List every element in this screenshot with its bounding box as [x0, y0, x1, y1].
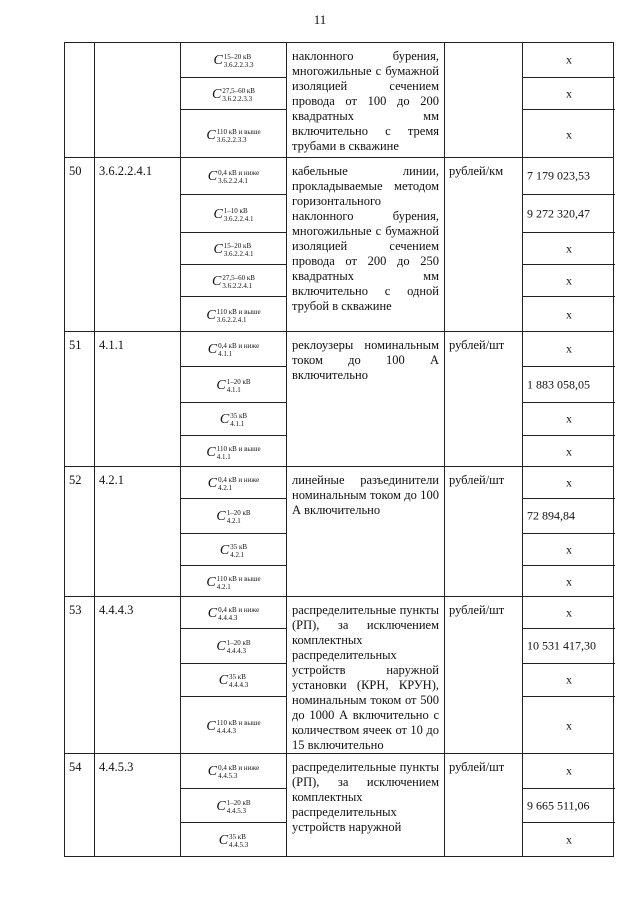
- voltage-superscript: 15–20 кВ: [223, 241, 252, 250]
- voltage-symbol: [181, 762, 286, 780]
- code-subscript: 3.6.2.2.4.1: [223, 214, 254, 223]
- cost-symbol: [206, 719, 260, 735]
- code-subscript: 3.6.2.2.4.1: [222, 281, 253, 290]
- symbol-letter: C: [213, 53, 223, 68]
- voltage-superscript: 0,4 кВ и ниже: [218, 605, 260, 614]
- code-subscript: 4.4.5.3: [226, 806, 246, 815]
- voltage-symbol-cell: [181, 194, 286, 232]
- table-row-group: [64, 158, 614, 332]
- symbol-indices: [217, 308, 261, 324]
- cost-symbol: [208, 764, 260, 780]
- page-number: 11: [313, 12, 327, 27]
- value-cell: [523, 296, 615, 332]
- symbol-letter: C: [216, 798, 226, 814]
- symbol-indices: [218, 764, 259, 780]
- description-cell: [287, 754, 445, 856]
- voltage-superscript: 110 кВ и выше: [216, 718, 261, 727]
- code-subscript: 4.2.1: [230, 550, 245, 559]
- symbol-indices: [227, 639, 251, 655]
- voltage-superscript: 35 кВ: [229, 673, 246, 681]
- value-column: [523, 597, 615, 753]
- cost-symbol: [219, 833, 249, 849]
- symbol-indices: [218, 342, 259, 358]
- voltage-symbol: [181, 240, 286, 258]
- symbol-indices: [224, 207, 254, 223]
- tariff-table: [64, 42, 614, 857]
- row-number-cell: [65, 43, 95, 157]
- price-value: x: [566, 574, 572, 588]
- symbol-letter: C: [216, 509, 226, 524]
- price-value: x: [566, 832, 572, 847]
- voltage-symbol-cell: [181, 43, 286, 77]
- value-cell: [523, 467, 615, 498]
- value-cell: [523, 402, 615, 435]
- code-cell: [95, 158, 181, 331]
- price-value: x: [566, 52, 572, 67]
- cost-symbol: [219, 673, 249, 689]
- value-cell: [523, 77, 615, 109]
- voltage-symbol: [181, 541, 286, 559]
- price-value: x: [566, 241, 572, 255]
- item-description: кабельные линии, прокладываемые методом горизонтального наклонного бурения, многожильные с бумажной изоляцией сечением провода от 200 до 250 квадратных мм включительно с одной трубой в скважине: [292, 164, 439, 313]
- cost-symbol: [206, 128, 260, 144]
- value-cell: [523, 597, 615, 628]
- description-cell: [287, 158, 445, 331]
- voltage-symbol: [181, 85, 286, 103]
- unit-cell: [445, 43, 523, 157]
- unit-of-measure: рублей/км: [449, 164, 504, 178]
- description-cell: [287, 43, 445, 157]
- value-cell: [523, 109, 615, 159]
- code-subscript: 4.4.5.3: [229, 841, 249, 849]
- cost-symbol: [213, 207, 253, 223]
- symbol-column: [181, 597, 287, 753]
- voltage-symbol-cell: [181, 158, 286, 194]
- voltage-symbol: [181, 376, 286, 394]
- code-cell: [95, 754, 181, 856]
- symbol-letter: C: [207, 605, 218, 621]
- code-subscript: 4.4.4.3: [229, 681, 249, 689]
- unit-of-measure: рублей/шт: [449, 603, 505, 617]
- price-value: x: [566, 763, 572, 778]
- symbol-letter: C: [207, 764, 218, 779]
- symbol-indices: [230, 543, 247, 559]
- value-column: [523, 467, 615, 596]
- price-value: x: [566, 341, 572, 356]
- voltage-symbol: [181, 340, 286, 358]
- symbol-letter: C: [207, 342, 218, 357]
- code-cell: [95, 43, 181, 157]
- voltage-symbol-cell: [181, 628, 286, 663]
- item-code: 4.4.5.3: [99, 760, 134, 774]
- code-subscript: 3.6.2.2.3.3: [222, 94, 253, 103]
- voltage-symbol-cell: [181, 467, 286, 498]
- value-cell: [523, 822, 615, 857]
- item-description: реклоузеры номинальным током до 100 А включительно: [292, 338, 439, 382]
- voltage-symbol-cell: [181, 332, 286, 366]
- symbol-indices: [222, 274, 255, 290]
- table-row-group: [64, 597, 614, 754]
- table-row-group: [64, 42, 614, 158]
- voltage-symbol: [181, 306, 286, 324]
- code-subscript: 3.6.2.2.4.1: [216, 315, 247, 324]
- unit-of-measure: [445, 43, 522, 49]
- voltage-superscript: 27,5–60 кВ: [222, 273, 255, 282]
- price-value: x: [566, 605, 572, 619]
- item-code: 3.6.2.2.4.1: [99, 164, 153, 178]
- code-subscript: 3.6.2.2.4.1: [218, 177, 248, 185]
- value-column: [523, 332, 615, 466]
- description-cell: [287, 332, 445, 466]
- symbol-letter: C: [206, 307, 216, 323]
- code-subscript: 4.1.1: [218, 350, 233, 358]
- voltage-symbol-cell: [181, 402, 286, 435]
- cost-symbol: [220, 543, 247, 559]
- cost-symbol: [208, 169, 260, 185]
- symbol-indices: [218, 169, 259, 185]
- cost-symbol: [216, 799, 250, 815]
- symbol-letter: C: [212, 86, 222, 102]
- symbol-indices: [217, 719, 261, 735]
- value-cell: [523, 754, 615, 788]
- cost-symbol: [206, 308, 260, 324]
- price-value: x: [566, 672, 572, 687]
- value-cell: [523, 43, 615, 77]
- symbol-column: [181, 158, 287, 331]
- unit-of-measure: рублей/шт: [449, 338, 505, 352]
- code-subscript: 4.2.1: [216, 582, 231, 591]
- description-cell: [287, 597, 445, 753]
- voltage-symbol-cell: [181, 366, 286, 402]
- price-value: 9 665 511,06: [527, 798, 590, 812]
- voltage-symbol: [181, 604, 286, 622]
- item-code: 4.4.4.3: [99, 603, 134, 617]
- value-cell: [523, 264, 615, 296]
- value-cell: [523, 696, 615, 754]
- symbol-letter: C: [218, 833, 229, 848]
- code-subscript: 4.1.1: [226, 385, 241, 394]
- table-row-group: [64, 332, 614, 467]
- row-number-cell: [65, 467, 95, 596]
- unit-cell: [445, 467, 523, 596]
- cost-symbol: [206, 575, 260, 591]
- symbol-column: [181, 332, 287, 466]
- symbol-letter: C: [213, 241, 223, 257]
- value-cell: [523, 194, 615, 232]
- voltage-superscript: 27,5–60 кВ: [222, 86, 255, 95]
- symbol-letter: C: [212, 273, 222, 289]
- price-value: x: [566, 444, 572, 458]
- unit-cell: [445, 158, 523, 331]
- voltage-symbol-cell: [181, 663, 286, 696]
- symbol-column: [181, 43, 287, 157]
- unit-of-measure: рублей/шт: [449, 473, 505, 487]
- code-subscript: 4.1.1: [216, 452, 231, 461]
- code-subscript: 4.4.4.3: [226, 647, 246, 655]
- symbol-letter: C: [219, 412, 230, 427]
- voltage-symbol: [181, 573, 286, 591]
- row-number: 50: [69, 164, 82, 178]
- table-row-group: [64, 467, 614, 597]
- voltage-superscript: 0,4 кВ и ниже: [218, 475, 260, 484]
- row-number: 51: [69, 338, 82, 352]
- symbol-letter: C: [206, 444, 216, 460]
- item-description: распределительные пункты (РП), за исключением комплектных распределительных устройств наружной: [292, 760, 439, 834]
- voltage-symbol-cell: [181, 597, 286, 628]
- unit-cell: [445, 597, 523, 753]
- price-value: 1 883 058,05: [527, 377, 590, 391]
- voltage-superscript: 110 кВ и выше: [216, 127, 261, 136]
- symbol-letter: C: [207, 475, 218, 491]
- symbol-indices: [229, 673, 248, 689]
- cost-symbol: [208, 606, 260, 622]
- voltage-symbol: [181, 443, 286, 461]
- price-value: x: [566, 542, 572, 556]
- voltage-symbol: [181, 126, 286, 144]
- row-number-cell: [65, 158, 95, 331]
- voltage-symbol-cell: [181, 232, 286, 264]
- voltage-symbol: [181, 272, 286, 290]
- price-value: x: [566, 718, 572, 732]
- value-cell: [523, 435, 615, 467]
- voltage-superscript: 15–20 кВ: [223, 53, 252, 61]
- cost-symbol: [220, 412, 247, 428]
- value-cell: [523, 663, 615, 696]
- symbol-indices: [224, 242, 254, 258]
- code-subscript: 3.6.2.2.3.3: [216, 135, 247, 144]
- price-value: 9 272 320,47: [527, 206, 590, 220]
- voltage-superscript: 1–10 кВ: [223, 206, 248, 215]
- symbol-letter: C: [206, 127, 216, 143]
- voltage-symbol-cell: [181, 565, 286, 597]
- cost-symbol: [213, 53, 253, 69]
- symbol-indices: [217, 445, 261, 461]
- voltage-superscript: 110 кВ и выше: [216, 574, 261, 583]
- voltage-superscript: 1–20 кВ: [226, 377, 251, 386]
- value-cell: [523, 232, 615, 264]
- code-subscript: 4.4.4.3: [216, 726, 237, 735]
- code-cell: [95, 467, 181, 596]
- voltage-symbol: [181, 507, 286, 525]
- symbol-column: [181, 467, 287, 596]
- row-number-cell: [65, 597, 95, 753]
- voltage-symbol-cell: [181, 754, 286, 788]
- value-cell: [523, 498, 615, 533]
- symbol-indices: [227, 799, 251, 815]
- voltage-symbol: [181, 51, 286, 69]
- symbol-letter: C: [213, 206, 223, 222]
- symbol-letter: C: [216, 377, 226, 393]
- value-cell: [523, 628, 615, 663]
- voltage-symbol: [181, 717, 286, 735]
- item-code: 4.1.1: [99, 338, 124, 352]
- unit-cell: [445, 332, 523, 466]
- symbol-indices: [218, 476, 259, 492]
- row-number-cell: [65, 332, 95, 466]
- cost-symbol: [216, 509, 250, 525]
- price-value: 10 531 417,30: [527, 638, 596, 653]
- row-number: 54: [69, 760, 82, 774]
- symbol-letter: C: [206, 574, 216, 590]
- code-cell: [95, 332, 181, 466]
- item-description: наклонного бурения, многожильные с бумажной изоляцией сечением провода от 100 до 200 квадратных мм включительно с тремя трубами в скважине: [292, 49, 439, 153]
- voltage-superscript: 35 кВ: [230, 542, 248, 551]
- voltage-symbol: [181, 205, 286, 223]
- value-cell: [523, 332, 615, 366]
- item-description: распределительные пункты (РП), за исключением комплектных распределительных устройств наружной установки (КРН, КРУН), номинальным током от 500 до 1000 А включительно с количеством ячеек от 10 до 15 включительно: [292, 603, 439, 752]
- symbol-letter: C: [206, 718, 216, 734]
- value-cell: [523, 366, 615, 402]
- voltage-superscript: 35 кВ: [229, 833, 246, 841]
- voltage-symbol: [181, 637, 286, 655]
- voltage-symbol-cell: [181, 696, 286, 754]
- price-value: x: [566, 273, 572, 287]
- voltage-symbol-cell: [181, 264, 286, 296]
- code-subscript: 3.6.2.2.3.3: [223, 61, 254, 69]
- value-cell: [523, 533, 615, 565]
- symbol-letter: C: [207, 169, 218, 184]
- voltage-symbol-cell: [181, 435, 286, 467]
- voltage-symbol-cell: [181, 498, 286, 533]
- voltage-symbol-cell: [181, 77, 286, 109]
- price-value: 72 894,84: [527, 508, 575, 523]
- voltage-superscript: 1–20 кВ: [226, 639, 251, 647]
- code-subscript: 4.4.4.3: [218, 613, 238, 622]
- symbol-letter: C: [219, 542, 230, 558]
- row-number-cell: [65, 754, 95, 856]
- cost-symbol: [216, 378, 250, 394]
- code-subscript: 4.4.5.3: [218, 772, 238, 780]
- cost-symbol: [208, 476, 260, 492]
- value-cell: [523, 565, 615, 597]
- code-subscript: 4.2.1: [218, 483, 233, 492]
- voltage-symbol: [181, 831, 286, 849]
- voltage-superscript: 1–20 кВ: [226, 798, 251, 807]
- price-value: x: [566, 86, 572, 100]
- value-column: [523, 43, 615, 157]
- value-column: [523, 754, 615, 856]
- symbol-column: [181, 754, 287, 856]
- value-cell: [523, 788, 615, 822]
- voltage-superscript: 1–20 кВ: [226, 509, 251, 517]
- voltage-symbol: [181, 671, 286, 689]
- voltage-symbol-cell: [181, 788, 286, 822]
- cost-symbol: [212, 87, 255, 103]
- unit-cell: [445, 754, 523, 856]
- voltage-symbol: [181, 410, 286, 428]
- code-subscript: 3.6.2.2.4.1: [223, 249, 254, 258]
- voltage-superscript: 35 кВ: [230, 412, 248, 420]
- symbol-indices: [217, 575, 261, 591]
- voltage-superscript: 0,4 кВ и ниже: [218, 342, 260, 350]
- voltage-symbol-cell: [181, 109, 286, 159]
- code-subscript: 4.2.1: [226, 517, 241, 525]
- cost-symbol: [216, 639, 250, 655]
- voltage-superscript: 0,4 кВ и ниже: [218, 764, 260, 772]
- symbol-indices: [224, 53, 254, 69]
- price-value: x: [566, 127, 572, 141]
- price-value: x: [566, 307, 572, 321]
- value-cell: [523, 158, 615, 194]
- symbol-letter: C: [218, 673, 229, 688]
- row-number: 53: [69, 603, 82, 617]
- value-column: [523, 158, 615, 331]
- description-cell: [287, 467, 445, 596]
- symbol-indices: [230, 412, 247, 428]
- cost-symbol: [208, 342, 260, 358]
- cost-symbol: [213, 242, 253, 258]
- symbol-letter: C: [216, 639, 226, 654]
- cost-symbol: [212, 274, 255, 290]
- unit-of-measure: рублей/шт: [449, 760, 505, 774]
- price-value: x: [566, 411, 572, 426]
- voltage-symbol-cell: [181, 822, 286, 857]
- voltage-superscript: 110 кВ и выше: [216, 444, 261, 453]
- code-subscript: 4.1.1: [230, 420, 245, 428]
- item-code: 4.2.1: [99, 473, 124, 487]
- row-number: [65, 43, 94, 49]
- code-cell: [95, 597, 181, 753]
- symbol-indices: [227, 378, 251, 394]
- table-row-group: [64, 754, 614, 857]
- voltage-symbol-cell: [181, 296, 286, 332]
- item-code: [95, 43, 180, 49]
- voltage-superscript: 110 кВ и выше: [216, 307, 261, 316]
- item-description: линейные разъединители номинальным током до 100 А включительно: [292, 473, 439, 517]
- symbol-indices: [229, 833, 248, 849]
- voltage-symbol-cell: [181, 533, 286, 565]
- price-value: 7 179 023,53: [527, 168, 590, 183]
- row-number: 52: [69, 473, 82, 487]
- voltage-symbol: [181, 167, 286, 185]
- symbol-indices: [222, 87, 255, 103]
- voltage-symbol: [181, 474, 286, 492]
- voltage-superscript: 0,4 кВ и ниже: [218, 169, 260, 177]
- symbol-indices: [227, 509, 251, 525]
- voltage-symbol: [181, 797, 286, 815]
- price-value: x: [566, 475, 572, 489]
- symbol-indices: [217, 128, 261, 144]
- symbol-indices: [218, 606, 259, 622]
- cost-symbol: [206, 445, 260, 461]
